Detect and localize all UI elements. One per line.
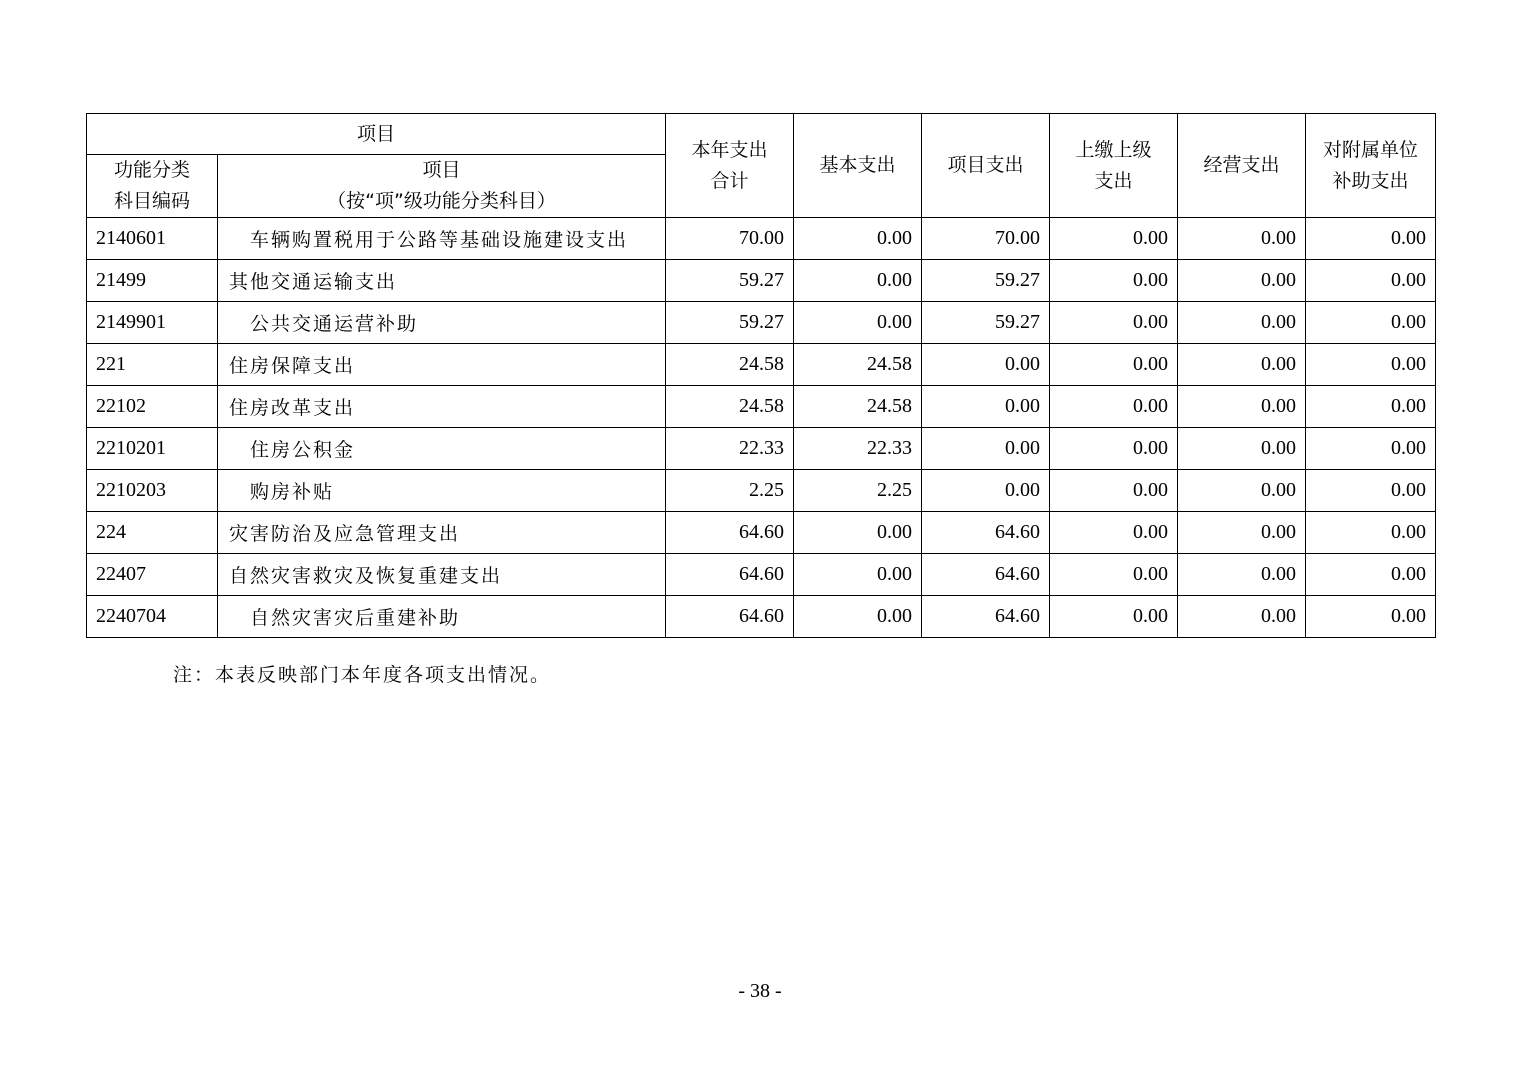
row-code: 22102: [87, 386, 218, 428]
row-basic: 24.58: [794, 344, 922, 386]
row-upper: 0.00: [1050, 386, 1178, 428]
row-code: 2140601: [87, 218, 218, 260]
row-project: 64.60: [922, 596, 1050, 638]
row-project: 59.27: [922, 302, 1050, 344]
header-upper: [1050, 114, 1178, 218]
table-row: [87, 428, 1436, 470]
row-subsidy: 0.00: [1306, 386, 1436, 428]
row-subsidy: 0.00: [1306, 428, 1436, 470]
row-subsidy: 0.00: [1306, 344, 1436, 386]
row-subsidy: 0.00: [1306, 596, 1436, 638]
row-operating: 0.00: [1178, 218, 1306, 260]
row-upper: 0.00: [1050, 218, 1178, 260]
header-total: [666, 114, 794, 218]
header-code-line1: 功能分类: [113, 159, 190, 181]
header-subsidy: [1306, 114, 1436, 218]
row-upper: 0.00: [1050, 554, 1178, 596]
table-note: 注：本表反映部门本年度各项支出情况。: [173, 664, 552, 686]
row-basic: 0.00: [794, 554, 922, 596]
row-operating: 0.00: [1178, 428, 1306, 470]
row-operating: 0.00: [1178, 554, 1306, 596]
header-project: 项目支出: [922, 114, 1050, 218]
row-project: 59.27: [922, 260, 1050, 302]
page-number: - 38 -: [738, 980, 782, 1002]
row-code: 22407: [87, 554, 218, 596]
row-code: 221: [87, 344, 218, 386]
row-code: 2240704: [87, 596, 218, 638]
row-subsidy: 0.00: [1306, 554, 1436, 596]
row-project: 70.00: [922, 218, 1050, 260]
row-total: 2.25: [666, 470, 794, 512]
header-code-line2: 科目编码: [113, 190, 190, 212]
row-subsidy: 0.00: [1306, 512, 1436, 554]
header-basic: 基本支出: [794, 114, 922, 218]
budget-table: [86, 113, 1436, 638]
row-total: 59.27: [666, 260, 794, 302]
row-basic: 0.00: [794, 302, 922, 344]
header-name-line1: 项目: [422, 159, 461, 181]
header-upper-line1: 上缴上级: [1075, 138, 1152, 161]
row-name: 其他交通运输支出: [218, 260, 666, 302]
row-basic: 0.00: [794, 512, 922, 554]
table-row: [87, 218, 1436, 260]
row-name: 公共交通运营补助: [218, 302, 666, 344]
header-total-line1: 本年支出: [691, 138, 768, 161]
row-name: 车辆购置税用于公路等基础设施建设支出: [218, 218, 666, 260]
row-subsidy: 0.00: [1306, 260, 1436, 302]
row-code: 21499: [87, 260, 218, 302]
row-total: 70.00: [666, 218, 794, 260]
row-project: 64.60: [922, 512, 1050, 554]
row-code: 2210203: [87, 470, 218, 512]
row-project: 64.60: [922, 554, 1050, 596]
row-total: 64.60: [666, 596, 794, 638]
row-name: 自然灾害灾后重建补助: [218, 596, 666, 638]
row-basic: 24.58: [794, 386, 922, 428]
row-name: 住房保障支出: [218, 344, 666, 386]
header-total-line2: 合计: [710, 169, 749, 192]
header-name: [218, 155, 666, 218]
header-subsidy-line1: 对附属单位: [1323, 138, 1419, 161]
row-basic: 0.00: [794, 596, 922, 638]
row-upper: 0.00: [1050, 260, 1178, 302]
row-code: 2149901: [87, 302, 218, 344]
row-upper: 0.00: [1050, 344, 1178, 386]
table-row: [87, 344, 1436, 386]
row-operating: 0.00: [1178, 260, 1306, 302]
row-upper: 0.00: [1050, 428, 1178, 470]
row-basic: 0.00: [794, 260, 922, 302]
table-row: [87, 260, 1436, 302]
row-operating: 0.00: [1178, 470, 1306, 512]
row-project: 0.00: [922, 344, 1050, 386]
row-name: 住房改革支出: [218, 386, 666, 428]
row-upper: 0.00: [1050, 512, 1178, 554]
header-code: [87, 155, 218, 218]
row-basic: 0.00: [794, 218, 922, 260]
row-name: 灾害防治及应急管理支出: [218, 512, 666, 554]
row-operating: 0.00: [1178, 386, 1306, 428]
row-total: 24.58: [666, 386, 794, 428]
row-name: 购房补贴: [218, 470, 666, 512]
table-row: [87, 386, 1436, 428]
table-row: [87, 302, 1436, 344]
row-operating: 0.00: [1178, 596, 1306, 638]
row-project: 0.00: [922, 386, 1050, 428]
row-operating: 0.00: [1178, 302, 1306, 344]
row-total: 64.60: [666, 554, 794, 596]
row-code: 224: [87, 512, 218, 554]
table-body: [87, 218, 1436, 638]
row-upper: 0.00: [1050, 596, 1178, 638]
row-project: 0.00: [922, 470, 1050, 512]
row-basic: 22.33: [794, 428, 922, 470]
header-operating: 经营支出: [1178, 114, 1306, 218]
table-row: [87, 554, 1436, 596]
header-item-group: 项目: [87, 114, 666, 155]
row-code: 2210201: [87, 428, 218, 470]
row-total: 24.58: [666, 344, 794, 386]
row-operating: 0.00: [1178, 512, 1306, 554]
row-upper: 0.00: [1050, 302, 1178, 344]
row-total: 22.33: [666, 428, 794, 470]
row-total: 59.27: [666, 302, 794, 344]
row-subsidy: 0.00: [1306, 218, 1436, 260]
row-name: 住房公积金: [218, 428, 666, 470]
table-row: [87, 512, 1436, 554]
header-name-line2: （按“项”级功能分类科目）: [327, 190, 556, 212]
row-upper: 0.00: [1050, 470, 1178, 512]
row-total: 64.60: [666, 512, 794, 554]
table-row: [87, 596, 1436, 638]
row-name: 自然灾害救灾及恢复重建支出: [218, 554, 666, 596]
header-upper-line2: 支出: [1094, 169, 1133, 192]
row-subsidy: 0.00: [1306, 470, 1436, 512]
row-subsidy: 0.00: [1306, 302, 1436, 344]
table-header: [87, 114, 1436, 218]
table-row: [87, 470, 1436, 512]
row-basic: 2.25: [794, 470, 922, 512]
row-project: 0.00: [922, 428, 1050, 470]
header-subsidy-line2: 补助支出: [1332, 169, 1409, 192]
row-operating: 0.00: [1178, 344, 1306, 386]
